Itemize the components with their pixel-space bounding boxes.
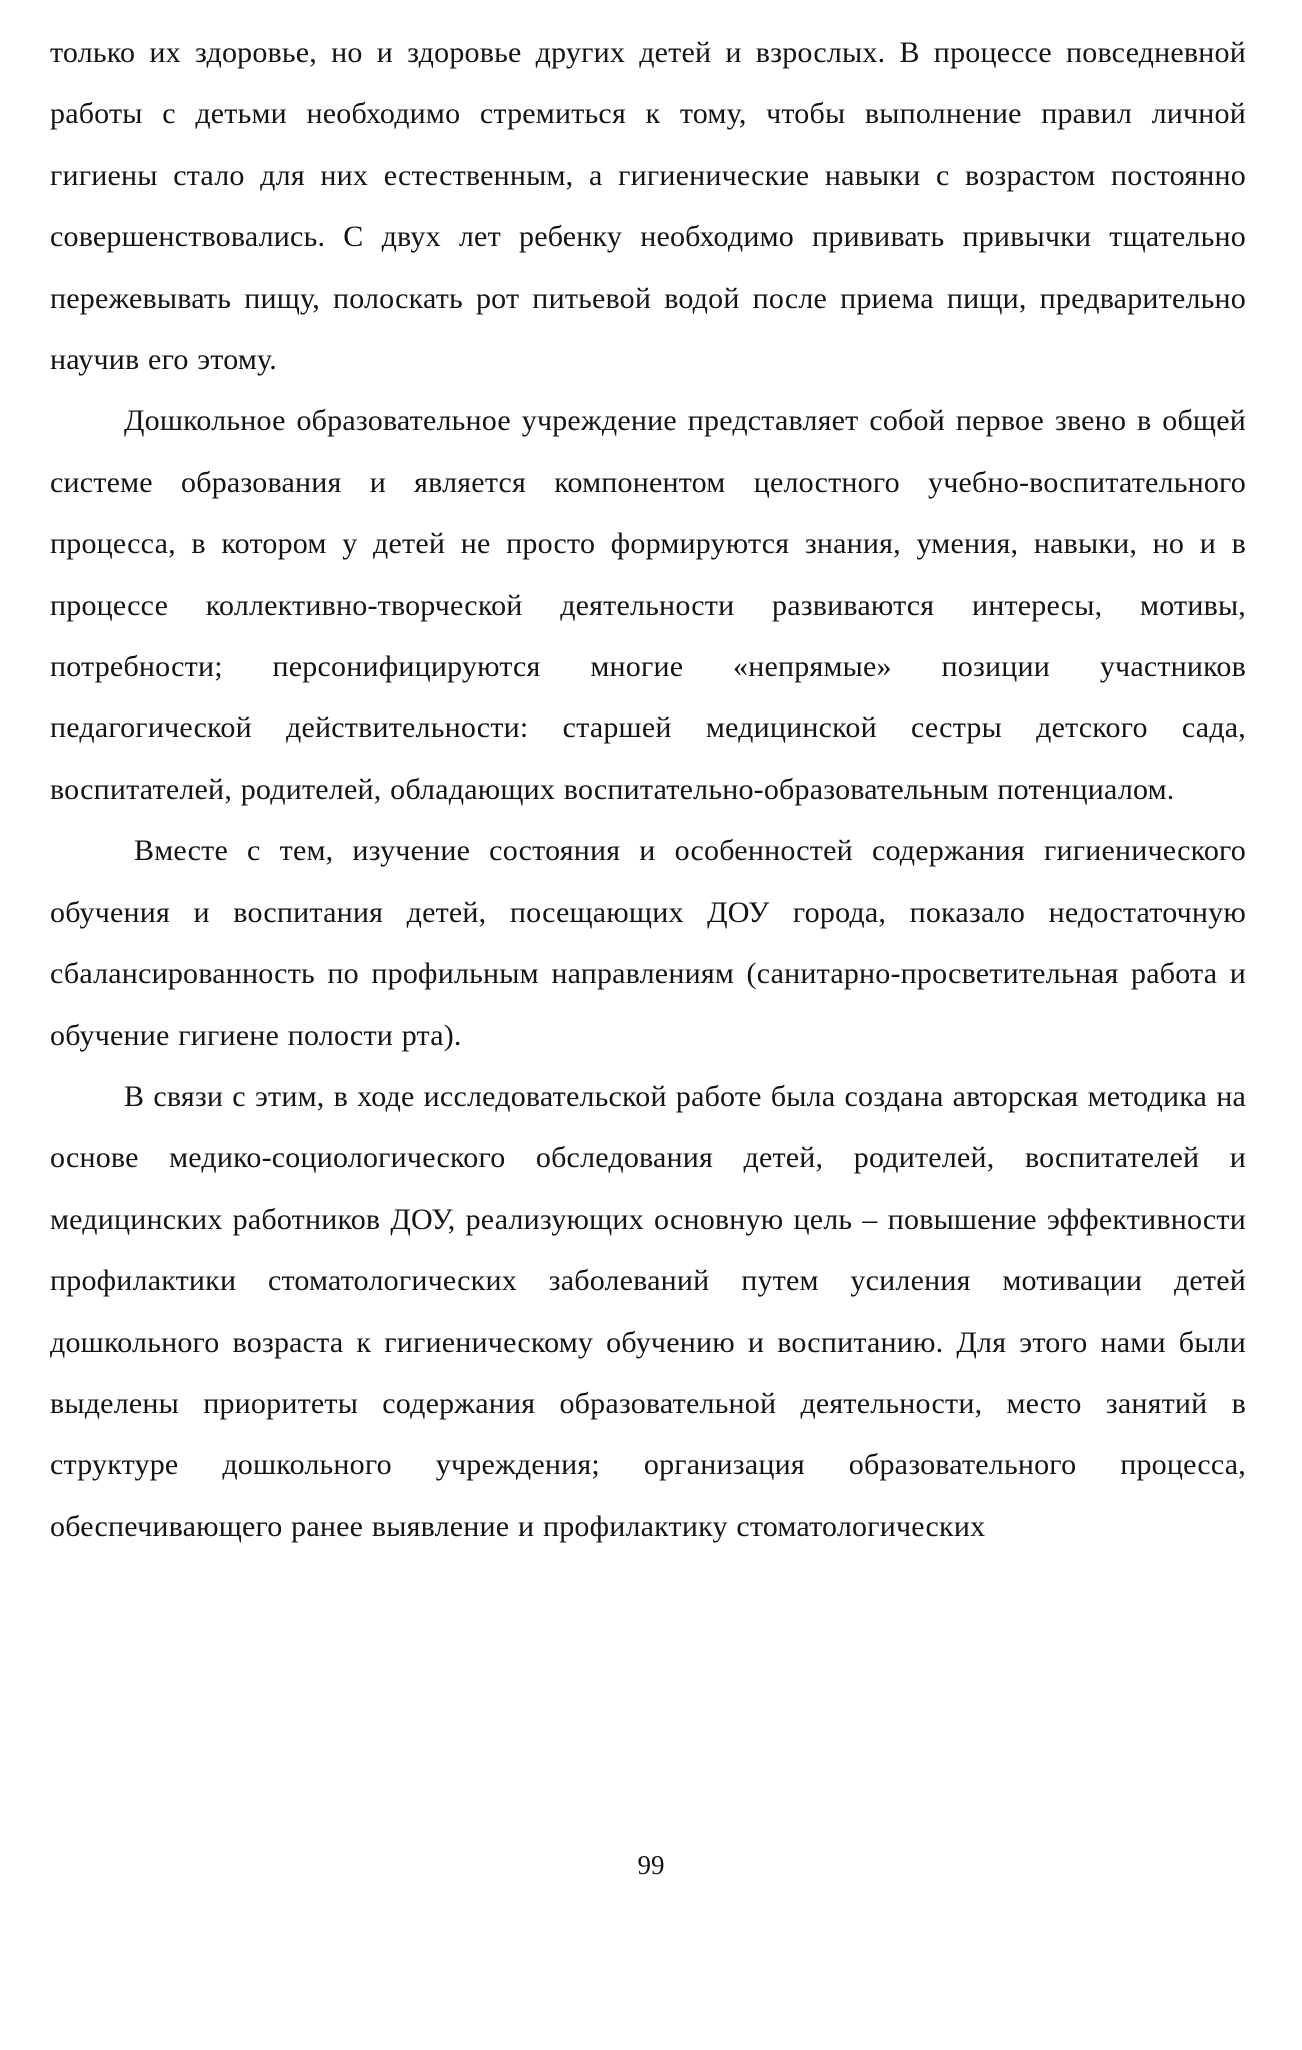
page-number: 99 bbox=[637, 1850, 665, 1880]
body-text bbox=[50, 22, 1246, 1557]
paragraph-hygiene-study: Вместе с тем, изучение состояния и особенностей содержания гигиенического обучения и воспитания детей, посещающих ДОУ города, показало недостаточную сбалансированность по профильным направлениям (санитарно-просветительная работа и обучение гигиене полости рта). bbox=[50, 834, 1246, 1052]
paragraph-preschool-institution: Дошкольное образовательное учреждение представляет собой первое звено в общей системе образования и является компонентом целостного учебно-воспитательного процесса, в котором у детей не просто формируются знания, умения, навыки, но и в процессе коллективно-творческой деятельности развиваются интересы, мотивы, потребности; персонифицируются многие «непрямые» позиции участников педагогической действительности: старшей медицинской сестры детского сада, воспитателей, родителей, обладающих воспитательно-образовательным потенциалом. bbox=[50, 404, 1246, 806]
paragraph-continuation: только их здоровье, но и здоровье других детей и взрослых. В процессе повседневной работы с детьми необходимо стремиться к тому, чтобы выполнение правил личной гигиены стало для них естественным, а гигиенические навыки с возрастом постоянно совершенствовались. С двух лет ребенку необходимо прививать привычки тщательно пережевывать пищу, полоскать рот питьевой водой после приема пищи, предварительно научив его этому. bbox=[50, 36, 1246, 377]
paragraph-methodology: В связи с этим, в ходе исследовательской работе была создана авторская методика на основе медико-социологического обследования детей, родителей, воспитателей и медицинских работников ДОУ, реализующих основную цель – повышение эффективности профилактики стоматологических заболеваний путем усиления мотивации детей дошкольного возраста к гигиеническому обучению и воспитанию. Для этого нами были выделены приоритеты содержания образовательной деятельности, место занятий в структуре дошкольного учреждения; организация образовательного процесса, обеспечивающего ранее выявление и профилактику стоматологических bbox=[50, 1079, 1246, 1543]
